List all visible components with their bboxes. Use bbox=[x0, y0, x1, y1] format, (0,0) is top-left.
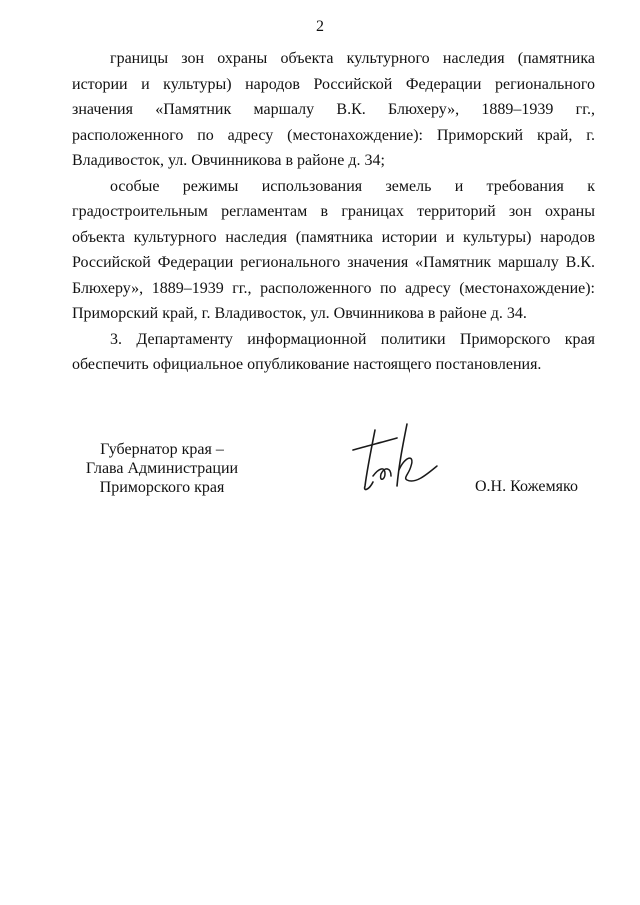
signer-name: О.Н. Кожемяко bbox=[475, 478, 578, 495]
position-line: Приморского края bbox=[99, 479, 225, 496]
paragraph-publication-order: 3. Департаменту информационной политики Приморского края обеспечить официальное опубликование настоящего постановления. bbox=[72, 330, 595, 373]
position-line: Губернатор края – bbox=[100, 441, 224, 458]
position-line: Глава Администрации bbox=[85, 460, 239, 477]
page-number: 2 bbox=[316, 18, 324, 35]
paragraph-land-use-regimes: особые режимы использования земель и требования к градостроительным регламентам в границах территорий зон охраны объекта культурного наследия (памятника истории и культуры) народов Российской Федерации регионального значения «Памятник маршалу В.К. Блюхеру», 1889–1939 гг., расположенного по адресу (местонахождение): Приморский край, г. Владивосток, ул. Овчинникова в районе д. 34. bbox=[72, 177, 595, 322]
signatory-position bbox=[72, 440, 252, 497]
document-body bbox=[72, 46, 595, 378]
paragraph-zone-boundaries: границы зон охраны объекта культурного наследия (памятника истории и культуры) народов Российской Федерации регионального значения «Памятник маршалу В.К. Блюхеру», 1889–1939 гг., расположенного по адресу (местонахождение): Приморский край, г. Владивосток, ул. Овчинникова в районе д. 34; bbox=[72, 50, 595, 169]
handwritten-signature bbox=[345, 420, 445, 500]
signature-block bbox=[0, 440, 640, 520]
